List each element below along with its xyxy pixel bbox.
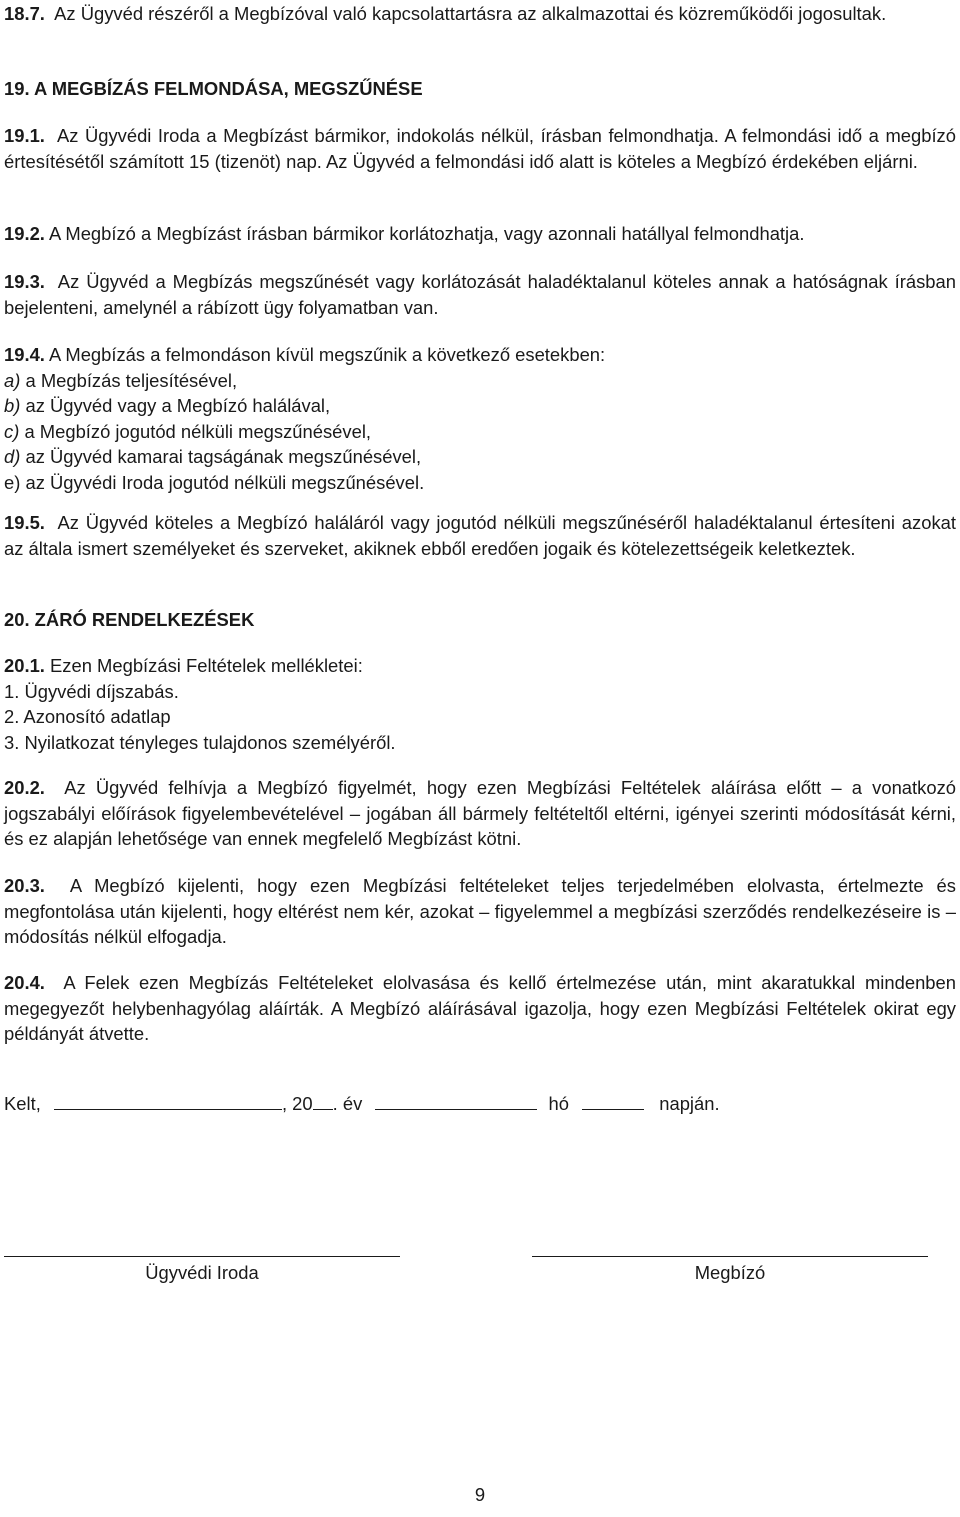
section-19-1 xyxy=(4,123,956,174)
section-20-2 xyxy=(4,775,956,852)
signature-label-left: Ügyvédi Iroda xyxy=(145,1262,259,1283)
list-text: a Megbízás teljesítésével, xyxy=(25,369,238,391)
place-blank[interactable] xyxy=(54,1091,282,1110)
section-20-4 xyxy=(4,970,956,1047)
signature-line-right xyxy=(532,1256,928,1257)
section-number: 20.2. xyxy=(4,777,45,798)
section-number: 20.4. xyxy=(4,972,45,993)
heading-20: 20. ZÁRÓ RENDELKEZÉSEK xyxy=(4,609,255,630)
list-item: 3. Nyilatkozat tényleges tulajdonos személyéről. xyxy=(4,731,396,753)
section-number: 19.3. xyxy=(4,271,45,292)
section-18-7 xyxy=(4,1,956,27)
list-letter: d) xyxy=(4,446,21,467)
year-prefix: , 20 xyxy=(281,1093,313,1114)
section-text: Az Ügyvéd részéről a Megbízóval való kapcsolattartásra az alkalmazottai és közreműködői jogosultak. xyxy=(54,3,887,24)
list-item xyxy=(4,393,956,419)
date-line xyxy=(4,1091,956,1117)
section-19-4 xyxy=(4,342,956,495)
section-text: A Megbízó kijelenti, hogy ezen Megbízási feltételeket teljes terjedelmében elolvasta, értelmezte és megfontolása után kijelenti, hogy eltérést nem kér, azokat – figyelemmel a megbízási szerződés rendelkezéseire is – módosítás nélkül elfogadja. xyxy=(4,875,956,947)
signature-line-left xyxy=(4,1256,400,1257)
section-number: 19.1. xyxy=(4,125,45,146)
section-text: A Megbízó a Megbízást írásban bármikor korlátozhatja, vagy azonnali hatállyal felmondhatja. xyxy=(49,223,805,244)
list-letter: c) xyxy=(4,420,20,442)
section-text: Az Ügyvéd felhívja a Megbízó figyelmét, hogy ezen Megbízási Feltételek aláírása előtt – a vonatkozó jogszabályi előírások figyelembevételével – jogában áll bármely feltételtől eltérni, igényei szerinti módosítását kérni, és ez alapján lehetősége van ennek megfelelő Megbízást kötni. xyxy=(4,777,956,849)
list-text: az Ügyvéd vagy a Megbízó halálával, xyxy=(25,395,331,416)
list-letter: a) xyxy=(4,369,21,391)
ev-label: . év xyxy=(332,1093,363,1114)
section-number: 19.2. xyxy=(4,223,45,244)
kelt-label: Kelt, xyxy=(4,1093,41,1114)
section-number: 18.7. xyxy=(4,3,45,24)
list-item xyxy=(4,368,956,394)
section-text: A Megbízás a felmondáson kívül megszűnik a következő esetekben: xyxy=(49,344,606,365)
section-text: A Felek ezen Megbízás Feltételeket elolvasása és kellő értelmezése után, mint akaratukkal mindenben megegyezőt helybenhagyólag aláírták. A Megbízó aláírásával igazolja, hogy ezen Megbízási Feltételek okirat egy példányát átvette. xyxy=(4,972,956,1044)
list-item: 1. Ügyvédi díjszabás. xyxy=(4,680,179,702)
page-number: 9 xyxy=(474,1484,486,1505)
section-19-2 xyxy=(4,221,956,247)
list-letter: b) xyxy=(4,395,21,416)
list-text: a Megbízó jogutód nélküli megszűnésével, xyxy=(24,420,372,442)
list-item: 2. Azonosító adatlap xyxy=(4,706,171,727)
section-19-5 xyxy=(4,510,956,561)
heading-19: 19. A MEGBÍZÁS FELMONDÁSA, MEGSZŰNÉSE xyxy=(4,78,423,99)
section-text: Az Ügyvéd a Megbízás megszűnését vagy korlátozását haladéktalanul köteles annak a hatóságnak írásban bejelenteni, amelynél a rábízott ügy folyamatban van. xyxy=(4,271,956,318)
napjan-label: napján. xyxy=(659,1093,720,1114)
section-20-3 xyxy=(4,873,956,950)
section-number: 19.5. xyxy=(4,512,45,533)
section-text: Az Ügyvéd köteles a Megbízó haláláról vagy jogutód nélküli megszűnéséről haladéktalanul értesíteni azokat az általa ismert személyeket és szerveket, akiknek ebből eredően jogaik és kötelezettségeik keletkeztek. xyxy=(4,512,956,559)
section-number: 20.1. xyxy=(4,655,45,676)
year-blank[interactable] xyxy=(313,1091,333,1110)
list-item xyxy=(4,419,956,445)
section-text: Az Ügyvédi Iroda a Megbízást bármikor, indokolás nélkül, írásban felmondhatja. A felmondási idő a megbízó értesítésétől számított 15 (tizenöt) nap. Az Ügyvéd a felmondási idő alatt is köteles a Megbízó érdekében eljárni. xyxy=(4,125,956,172)
signature-label-right: Megbízó xyxy=(694,1262,766,1283)
ho-label: hó xyxy=(548,1093,569,1114)
list-item xyxy=(4,470,956,496)
month-blank[interactable] xyxy=(375,1091,537,1110)
list-text: az Ügyvéd kamarai tagságának megszűnésével, xyxy=(25,446,422,467)
section-19-3 xyxy=(4,269,956,320)
section-text: Ezen Megbízási Feltételek mellékletei: xyxy=(50,655,363,676)
list-letter: e) xyxy=(4,471,21,493)
day-blank[interactable] xyxy=(582,1091,644,1110)
list-text: az Ügyvédi Iroda jogutód nélküli megszűnésével. xyxy=(25,471,425,493)
list-item xyxy=(4,444,956,470)
section-20-1 xyxy=(4,653,956,755)
section-number: 20.3. xyxy=(4,875,45,896)
section-number: 19.4. xyxy=(4,344,45,365)
